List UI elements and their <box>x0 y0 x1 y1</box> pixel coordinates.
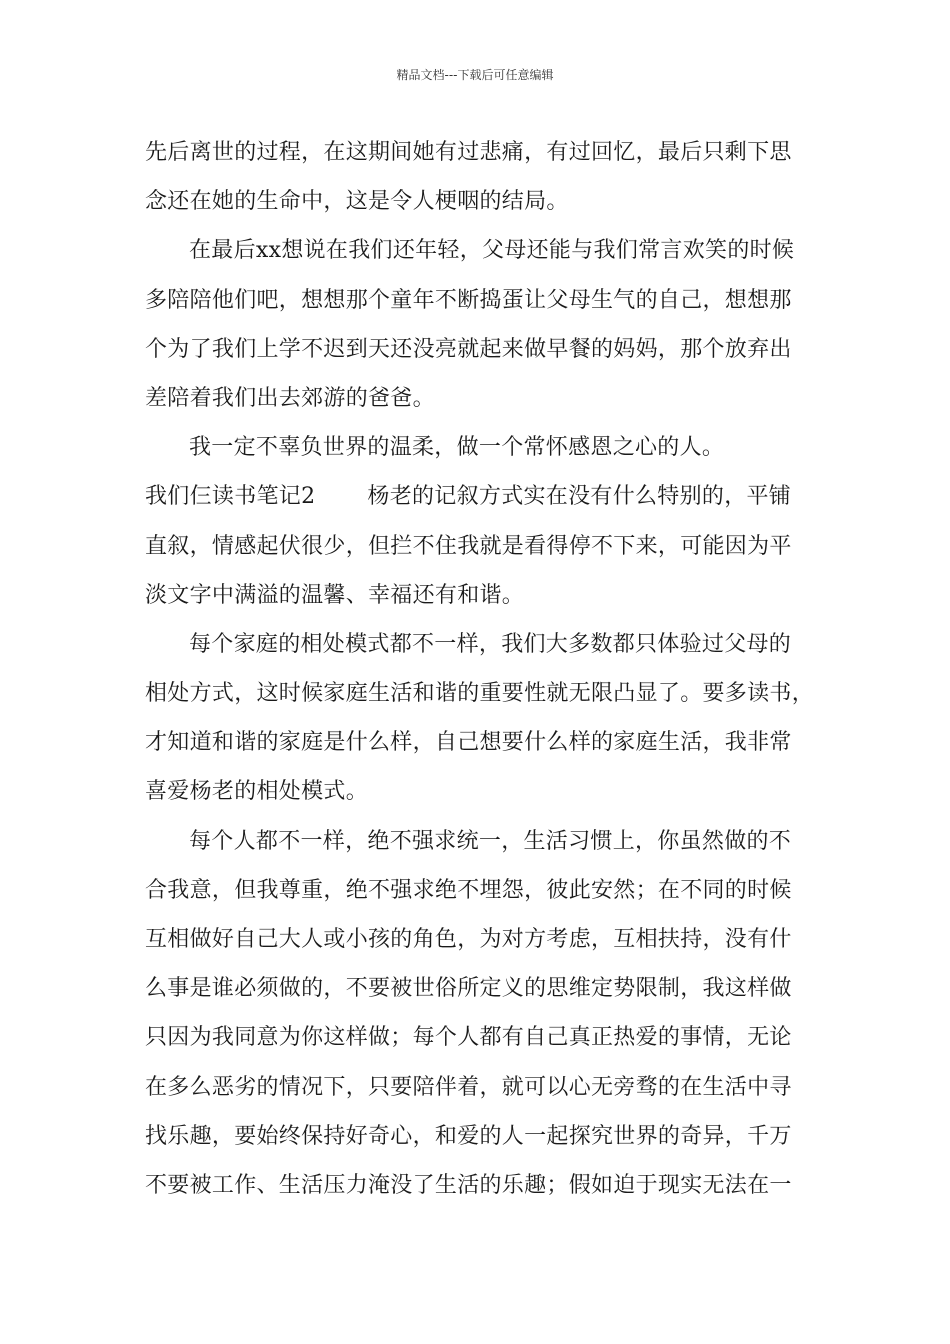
text-line: 么事是谁必须做的，不要被世俗所定义的思维定势限制，我这样做 <box>145 976 792 1002</box>
document-body <box>145 128 815 1210</box>
text-line: 淡文字中满溢的温馨、幸福还有和谐。 <box>145 582 525 608</box>
text-line: 合我意，但我尊重，绝不强求绝不埋怨，彼此安然；在不同的时候 <box>145 877 792 903</box>
text-line: 互相做好自己大人或小孩的角色，为对方考虑，互相扶持，没有什 <box>145 927 792 952</box>
text-line: 每个家庭的相处模式都不一样，我们大多数都只体验过父母的 <box>189 631 792 657</box>
text-line: 不要被工作、生活压力淹没了生活的乐趣；假如迫于现实无法在一 <box>145 1172 792 1198</box>
text-line: 差陪着我们出去郊游的爸爸。 <box>145 385 435 411</box>
text-line: 个为了我们上学不迟到天还没亮就起来做早餐的妈妈，那个放弃出 <box>145 336 792 362</box>
text-line: 我一定不辜负世界的温柔，做一个常怀感恩之心的人。 <box>189 435 725 461</box>
text-line: 才知道和谐的家庭是什么样，自己想要什么样的家庭生活，我非常 <box>145 730 792 756</box>
text-line: 喜爱杨老的相处模式。 <box>145 779 369 805</box>
text-line: 在最后xx想说在我们还年轻，父母还能与我们常言欢笑的时候 <box>189 238 795 264</box>
page-header: 精品文档---下载后可任意编辑 <box>396 68 554 82</box>
text-line: 先后离世的过程，在这期间她有过悲痛，有过回忆，最后只剩下思 <box>145 140 792 165</box>
text-line: 杨老的记叙方式实在没有什么特别的，平铺 <box>367 484 792 510</box>
text-line: 念还在她的生命中，这是令人梗咽的结局。 <box>145 189 569 215</box>
text-line: 每个人都不一样，绝不强求统一，生活习惯上，你虽然做的不 <box>189 828 792 854</box>
text-line: 多陪陪他们吧，想想那个童年不断捣蛋让父母生气的自己，想想那 <box>145 287 792 313</box>
text-line: 相处方式，这时候家庭生活和谐的重要性就无限凸显了。要多读书， <box>145 681 815 707</box>
text-line: 在多么恶劣的情况下，只要陪伴着，就可以心无旁骛的在生活中寻 <box>145 1074 792 1100</box>
section-heading: 我们仨读书笔记2 <box>145 484 316 510</box>
text-line: 只因为我同意为你这样做；每个人都有自己真正热爱的事情，无论 <box>145 1025 792 1051</box>
text-line: 直叙，情感起伏很少，但拦不住我就是看得停不下来，可能因为平 <box>145 533 792 559</box>
text-line: 找乐趣，要始终保持好奇心，和爱的人一起探究世界的奇异，千万 <box>145 1123 792 1149</box>
section-heading-line <box>145 472 815 521</box>
